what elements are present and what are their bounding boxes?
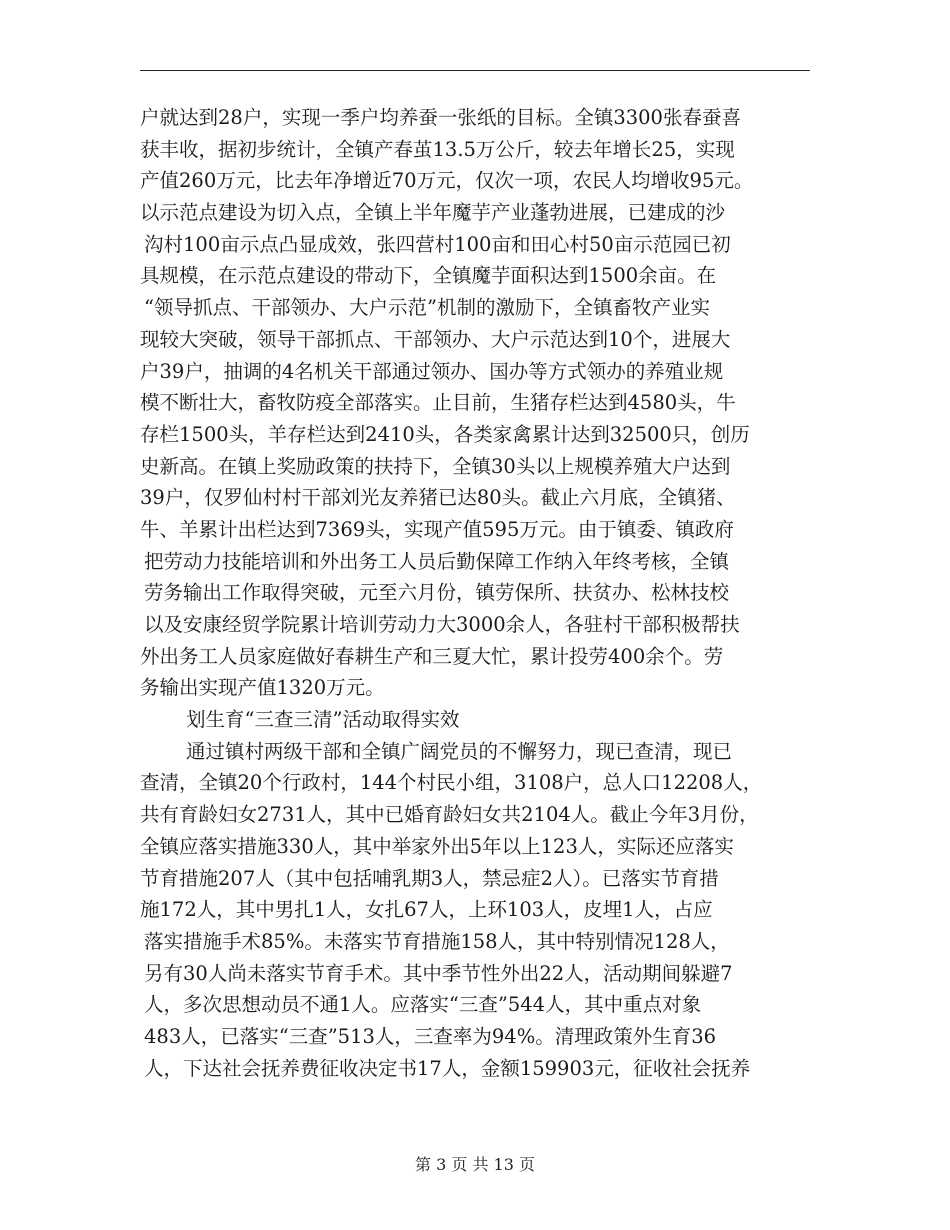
text-line: 节育措施207人（其中包括哺乳期3人，禁忌症2人）。已落实节育措: [140, 866, 719, 890]
section-heading: 划生育“三查三清”活动取得实效: [186, 708, 460, 732]
text-line: 务输出实现产值1320万元。: [140, 676, 385, 700]
text-line: 483人，已落实“三查”513人，三查率为94%。清理政策外生育36: [144, 1024, 717, 1048]
text-line: 以示范点建设为切入点，全镇上半年魔芋产业蓬勃进展，已建成的沙: [140, 201, 726, 225]
text-line: 外出务工人员家庭做好春耕生产和三夏大忙，累计投劳400余个。劳: [140, 644, 724, 668]
text-line: 查清，全镇20个行政村，144个村民小组，3108户，总人口12208人，: [140, 771, 763, 795]
text-line: 人，下达社会抚养费征收决定书17人，金额159903元，征收社会抚养: [144, 1056, 751, 1080]
text-line: 史新高。在镇上奖励政策的扶持下，全镇30头以上规模养殖大户达到: [140, 454, 731, 478]
text-line: 沟村100亩示点凸显成效，张四营村100亩和田心村50亩示范园已初: [144, 232, 731, 256]
text-line: 把劳动力技能培训和外出务工人员后勤保障工作纳入年终考核，全镇: [144, 549, 730, 573]
text-line: 落实措施手术85%。未落实节育措施158人，其中特别情况128人，: [144, 929, 730, 953]
text-line: 获丰收，据初步统计，全镇产春茧13.5万公斤，较去年增长25，实现: [140, 137, 735, 161]
text-line: 产值260万元，比去年净增近70万元，仅次一项，农民人均增收95元。: [140, 169, 754, 193]
body-text: [140, 102, 820, 1084]
text-line: 户就达到28户，实现一季户均养蚕一张纸的目标。全镇3300张春蚕喜: [140, 106, 741, 129]
text-line: 现较大突破，领导干部抓点、干部领办、大户示范达到10个，进展大: [140, 327, 731, 351]
text-line: 户39户，抽调的4名机关干部通过领办、国办等方式领办的养殖业规: [140, 359, 724, 383]
text-line: 存栏1500头，羊存栏达到2410头，各类家禽累计达到32500只，创历: [140, 422, 750, 446]
text-line: 具规模，在示范点建设的带动下，全镇魔芋面积达到1500余亩。在: [140, 264, 717, 288]
text-line: 以及安康经贸学院累计培训劳动力大3000余人，各驻村干部积极帮扶: [144, 613, 740, 636]
text-line: 共有育龄妇女2731人，其中已婚育龄妇女共2104人。截止今年3月份，: [140, 803, 759, 827]
text-line: 另有30人尚未落实节育手术。其中季节性外出22人，活动期间躲避7: [144, 961, 733, 985]
paragraph-first-line: 通过镇村两级干部和全镇广阔党员的不懈努力，现已查清，现已: [186, 739, 733, 763]
text-line: 39户，仅罗仙村村干部刘光友养猪已达80头。截止六月底，全镇猪、: [140, 486, 736, 510]
text-line: 模不断壮大，畜牧防疫全部落实。止目前，生猪存栏达到4580头，牛: [140, 391, 736, 415]
text-line: 全镇应落实措施330人，其中举家外出5年以上123人，实际还应落实: [140, 834, 734, 858]
text-line: 施172人，其中男扎1人，女扎67人，上环103人，皮埋1人，占应: [140, 898, 713, 922]
header-rule: [140, 70, 810, 71]
text-line: 人，多次思想动员不通1人。应落实“三查”544人，其中重点对象: [144, 993, 702, 1017]
page-number: 第 3 页 共 13 页: [415, 1155, 535, 1174]
text-line: 劳务输出工作取得突破，元至六月份，镇劳保所、扶贫办、松林技校: [144, 581, 730, 605]
text-line: “领导抓点、干部领办、大户示范”机制的激励下，全镇畜牧产业实: [144, 296, 710, 320]
text-line: 牛、羊累计出栏达到7369头，实现产值595万元。由于镇委、镇政府: [140, 517, 734, 541]
